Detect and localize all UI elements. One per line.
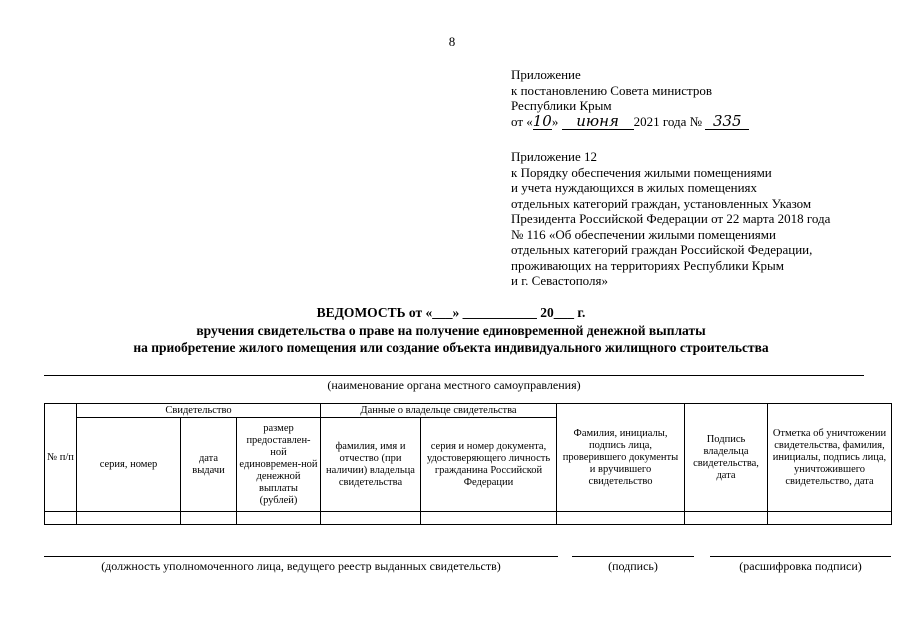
appendix12-line: к Порядку обеспечения жилыми помещениями — [511, 164, 772, 180]
table-cell — [77, 512, 181, 525]
signature-line — [572, 556, 694, 557]
appendix-line-1: Приложение — [511, 67, 581, 82]
header-checker: Фамилия, инициалы, подпись лица, проверившего документы и вручившего свидетельство — [557, 404, 685, 512]
appendix12-line: и учета нуждающихся в жилых помещениях — [511, 180, 758, 195]
org-name-caption: (наименование органа местного самоуправления) — [327, 378, 581, 392]
position-line — [44, 556, 558, 557]
appendix12-line: № 116 «Об обеспечении жилыми помещениями — [511, 226, 776, 242]
decoding-caption: (расшифровка подписи) — [739, 559, 862, 573]
handwritten-month: июня — [562, 114, 634, 131]
table-cell — [685, 512, 768, 525]
document-title: ВЕДОМОСТЬ от «___» ___________ 20___ г. — [316, 305, 586, 320]
header-issue-date: дата выдачи — [181, 418, 237, 512]
header-group-owner: Данные о владельце свидетельства — [321, 404, 557, 418]
signature-caption: (подпись) — [608, 559, 658, 573]
register-table — [44, 403, 892, 525]
appendix-line-2: к постановлению Совета министров — [511, 82, 712, 98]
date-mid: » — [551, 113, 562, 129]
page-number: 8 — [448, 34, 456, 49]
appendix12-line: отдельных категорий граждан, установленных Указом — [511, 195, 812, 211]
position-caption: (должность уполномоченного лица, ведущего реестр выданных свидетельств) — [101, 559, 501, 573]
appendix12-line: проживающих на территориях Республики Крым — [511, 257, 784, 273]
appendix-line-3: Республики Крым — [511, 98, 612, 113]
header-owner-name: фамилия, имя и отчество (при наличии) владельца свидетельства — [321, 418, 421, 512]
table-cell — [237, 512, 321, 525]
appendix12-line: и г. Севастополя» — [511, 273, 608, 288]
table-cell — [321, 512, 421, 525]
table-cell — [421, 512, 557, 525]
header-num: № п/п — [45, 404, 77, 512]
header-series: серия, номер — [77, 418, 181, 512]
date-suffix: 2021 года № — [633, 113, 703, 129]
header-group-certificate: Свидетельство — [77, 404, 321, 418]
org-name-line — [44, 375, 864, 376]
handwritten-day: 10 — [532, 111, 552, 130]
header-id-document: серия и номер документа, удостоверяющего личность гражданина Российской Федерации — [421, 418, 557, 512]
appendix12-line: Приложение 12 — [511, 149, 598, 164]
table-cell — [45, 512, 77, 525]
table-cell — [557, 512, 685, 525]
decoding-line — [710, 556, 891, 557]
appendix12-line: Президента Российской Федерации от 22 марта 2018 года — [511, 211, 831, 226]
appendix-date-line — [511, 111, 749, 131]
appendix-header — [511, 67, 749, 130]
header-owner-signature: Подпись владельца свидетельства, дата — [685, 404, 768, 512]
date-prefix: от « — [511, 113, 533, 129]
handwritten-number: 335 — [705, 114, 749, 131]
header-destruction-mark: Отметка об уничтожении свидетельства, фамилия, инициалы, подпись лица, уничтожившего свидетельство, дата — [768, 404, 892, 512]
document-subtitle-1: вручения свидетельства о праве на получение единовременной денежной выплаты — [196, 323, 706, 338]
header-amount: размер предоставлен-ной единовремен-ной денежной выплаты (рублей) — [237, 418, 321, 512]
document-subtitle-2: на приобретение жилого помещения или создание объекта индивидуального жилищного строительства — [133, 340, 769, 355]
appendix12-block — [511, 149, 830, 289]
appendix12-line: отдельных категорий граждан Российской Федерации, — [511, 242, 813, 257]
table-row — [45, 512, 892, 525]
table-cell — [768, 512, 892, 525]
table-cell — [181, 512, 237, 525]
